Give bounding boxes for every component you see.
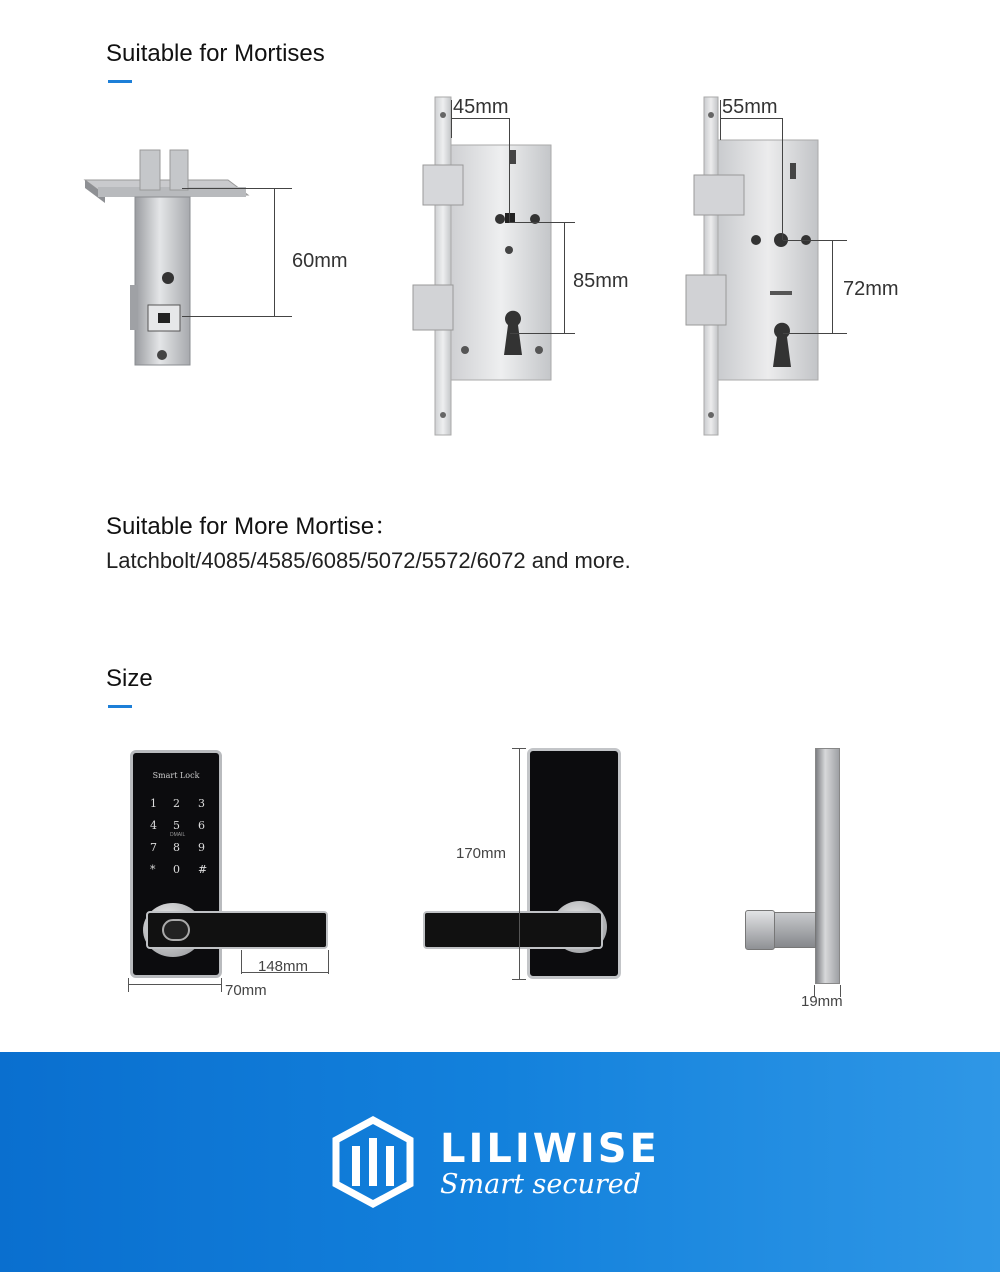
lock-height-label: 170mm [456, 845, 507, 862]
keypad-key: 5 [173, 819, 180, 832]
brand-tagline: Smart secured [440, 1169, 642, 1200]
keypad-key: 4 [150, 819, 157, 832]
mortise-5572-image [680, 95, 830, 440]
dimension-line [783, 240, 847, 241]
dimension-line [182, 188, 292, 189]
mortise-4585-backset-label: 45mm [453, 96, 509, 118]
section-accent-bar [108, 705, 132, 708]
dimension-line [509, 118, 510, 223]
dimension-line [512, 979, 526, 980]
keypad-sub-label: DMAIL [170, 832, 186, 838]
section-accent-bar [108, 80, 132, 83]
handle-length-label: 148mm [258, 958, 309, 975]
dimension-line [519, 748, 520, 979]
keypad-key: 6 [198, 819, 205, 832]
dimension-line [510, 222, 575, 223]
dimension-line [510, 333, 575, 334]
section-title-size: Size [106, 665, 153, 692]
mortise-5572-backset-label: 55mm [722, 96, 778, 118]
brand-banner [0, 1052, 1000, 1272]
brand-name: LILIWISE [440, 1126, 660, 1172]
fingerprint-sensor-icon [162, 919, 190, 941]
lock-side-handle-neck [770, 912, 816, 948]
mortise-5572-center-label: 72mm [843, 278, 899, 300]
keypad-key: 7 [150, 841, 157, 854]
dimension-line [720, 100, 721, 140]
keypad-key: 0 [173, 863, 180, 876]
section-title-more-mortise: Suitable for More Mortise： [106, 513, 399, 540]
keypad-key: * [150, 863, 156, 876]
lock-side-image [815, 748, 840, 984]
lock-thickness-label: 19mm [801, 993, 843, 1010]
mortise-4585-image [405, 95, 565, 440]
mortise-4585-center-label: 85mm [573, 270, 629, 292]
dimension-line [274, 188, 275, 316]
keypad-key: 3 [198, 797, 205, 810]
dimension-line [241, 950, 242, 974]
dimension-line [451, 100, 452, 138]
dimension-line [328, 950, 329, 974]
dimension-line [783, 333, 847, 334]
keypad-key: 8 [173, 841, 180, 854]
dimension-line [128, 984, 221, 985]
section-title-mortises: Suitable for Mortises [106, 40, 325, 67]
lock-handle [423, 911, 603, 949]
lock-width-label: 70mm [225, 982, 267, 999]
keypad-key: 1 [150, 797, 157, 810]
dimension-line [128, 978, 129, 992]
keypad-key: # [198, 863, 208, 876]
lock-screen-title: Smart Lock [152, 771, 200, 780]
dimension-line [221, 978, 222, 992]
dimension-line [832, 240, 833, 333]
dimension-line [182, 316, 292, 317]
keypad-key: 9 [198, 841, 205, 854]
lock-side-handle [745, 910, 775, 950]
keypad-key: 2 [173, 797, 180, 810]
dimension-line [564, 222, 565, 333]
lock-handle [146, 911, 328, 949]
supported-mortise-list: Latchbolt/4085/4585/6085/5072/5572/6072 and more. [106, 548, 631, 573]
liliwise-logo-icon [332, 1116, 414, 1208]
latchbolt-height-label: 60mm [292, 250, 348, 272]
dimension-line [782, 118, 783, 240]
